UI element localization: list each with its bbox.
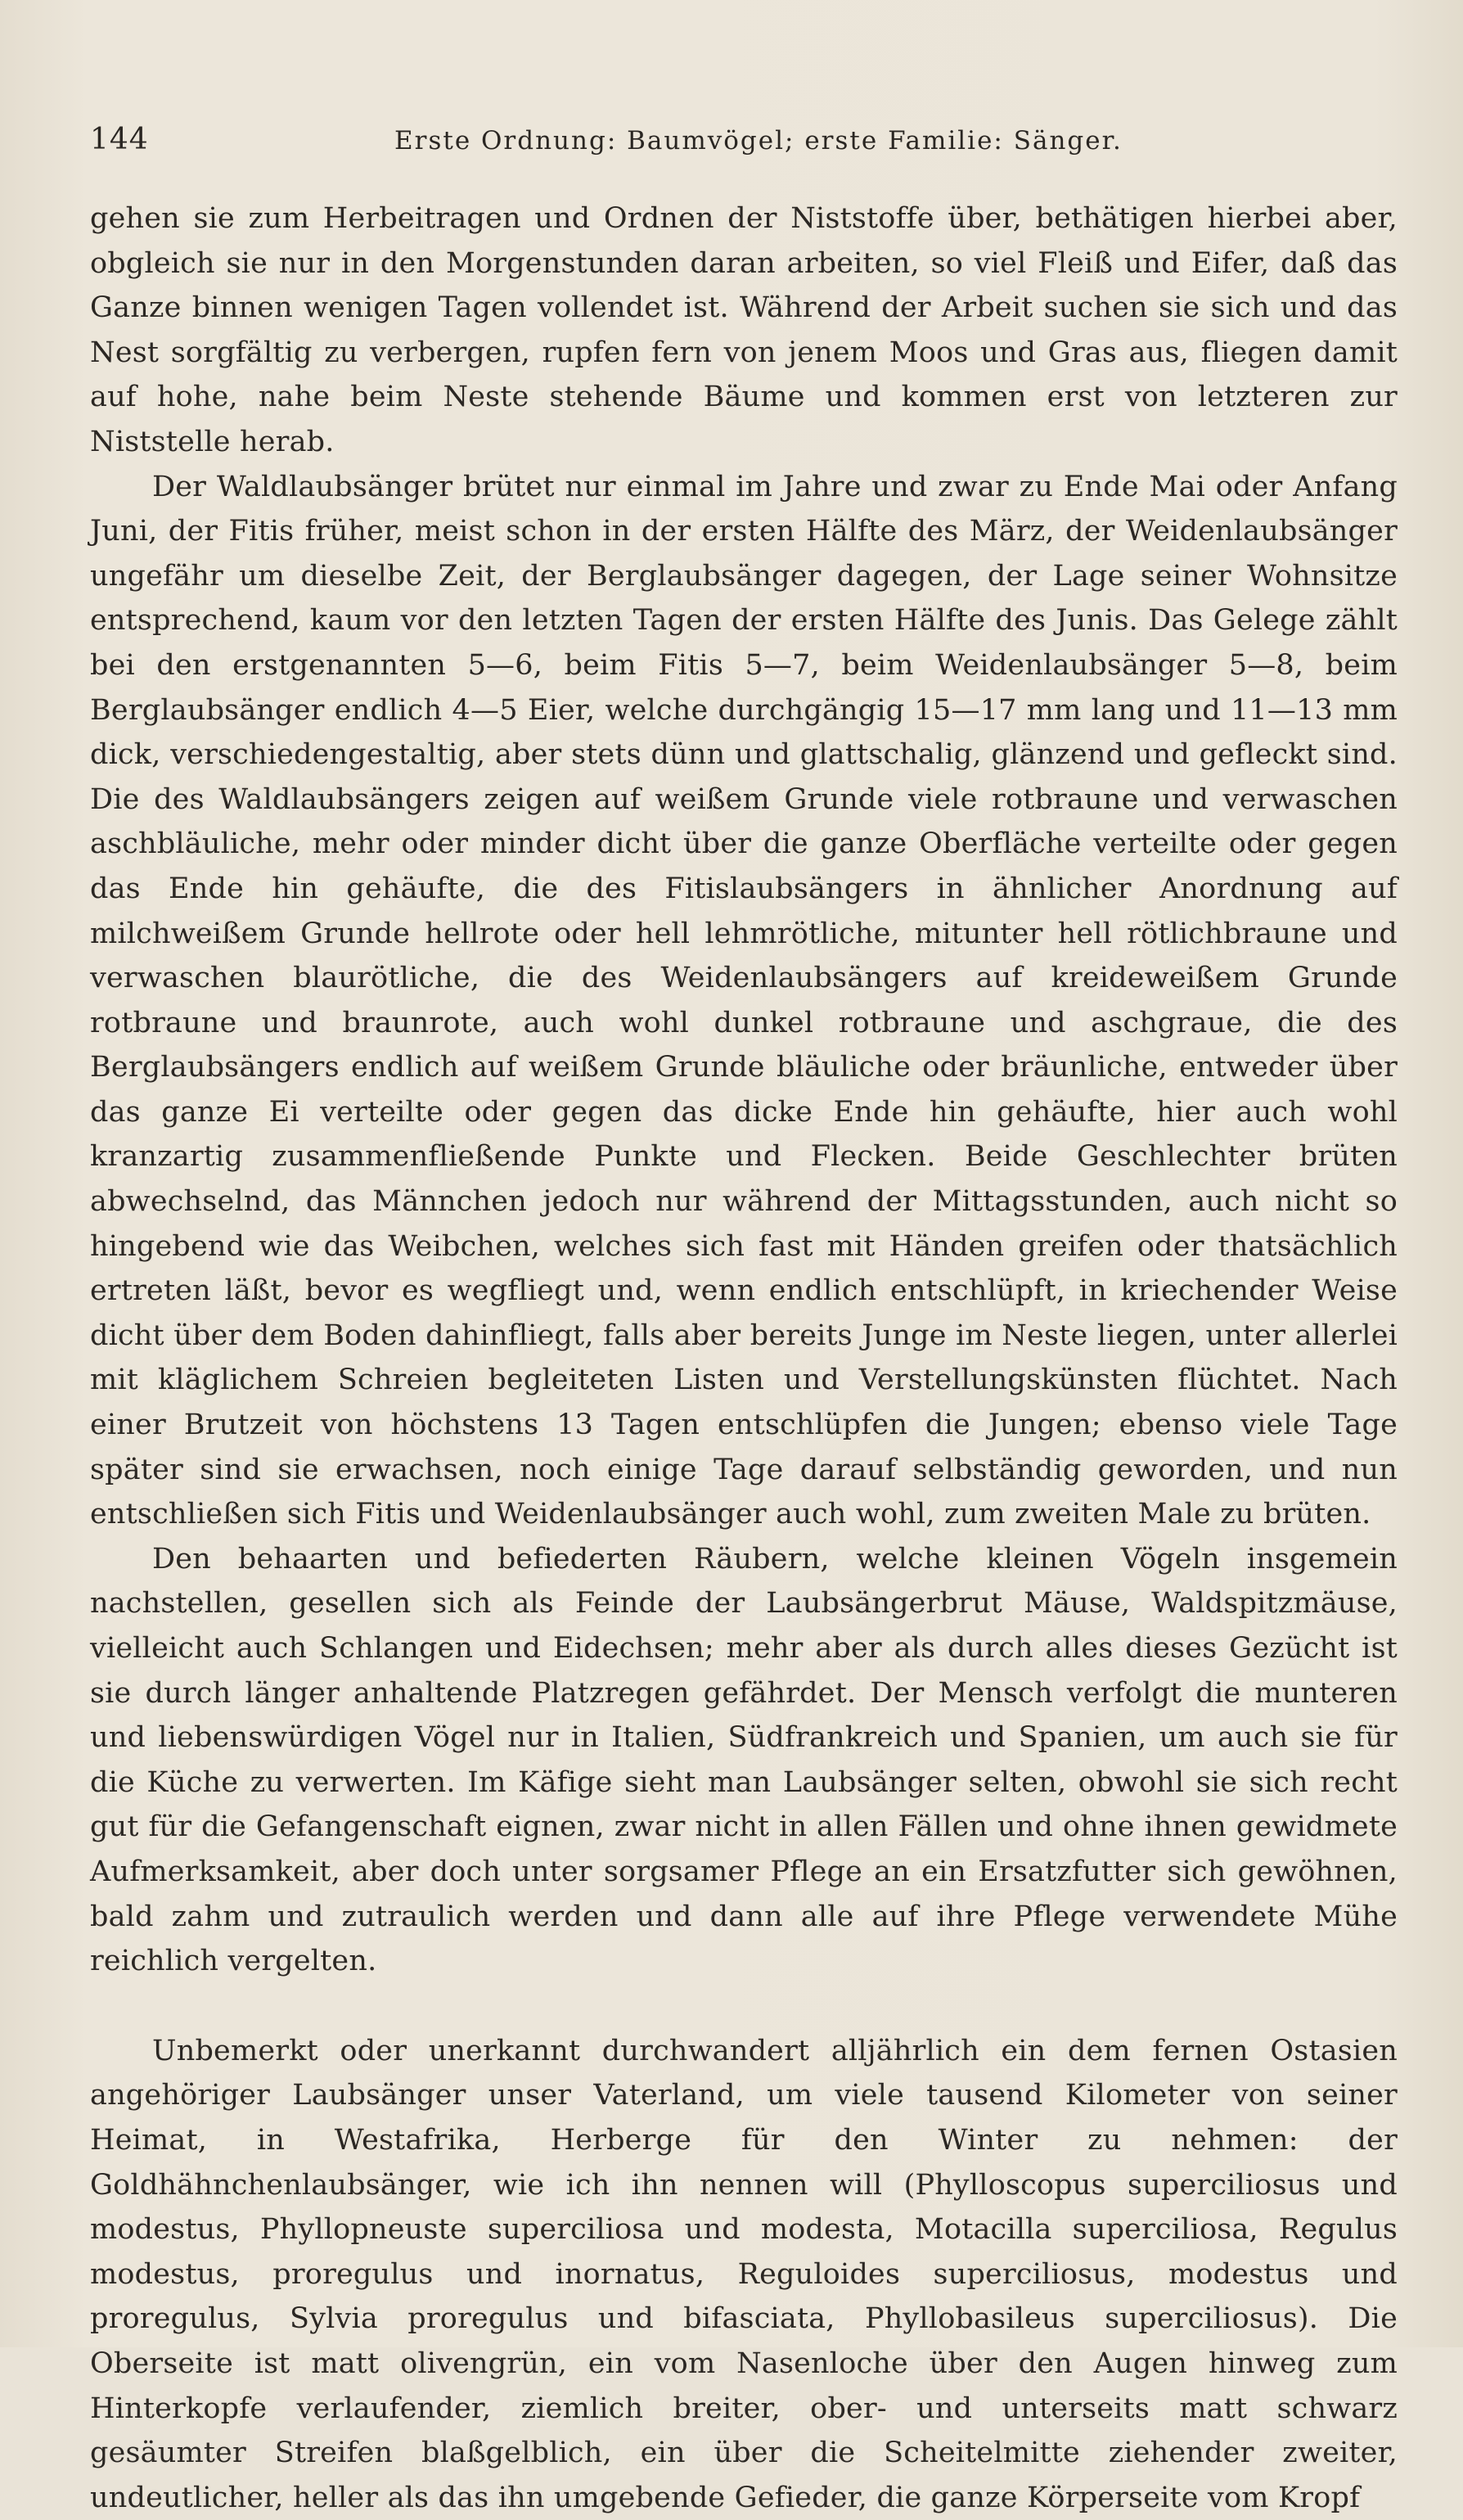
paragraph-enemies: Den behaarten und befiederten Räubern, welche kleinen Vögeln insgemein nachstellen, gesellen sich als Feinde der Laubsängerbrut Mäuse, Waldspitzmäuse, vielleicht auch Schlangen und Eidechsen; mehr aber als durch alles dieses Gezücht ist sie durch länger anhaltende Platzregen gefährdet. Der Mensch verfolgt die munteren und liebenswürdigen Vögel nur in Italien, Südfrankreich und Spanien, um auch sie für die Küche zu verwerten. Im Käfige sieht man Laubsänger selten, obwohl sie sich recht gut für die Gefangenschaft eignen, zwar nicht in allen Fällen und ohne ihnen gewidmete Aufmerksamkeit, aber doch unter sorgsamer Pflege an ein Ersatzfutter sich gewöhnen, bald zahm und zutraulich werden und dann alle auf ihre Pflege verwendete Mühe reichlich vergelten. [90,1542,1398,1978]
body-text [90,196,1398,2520]
paragraph-nest-building: gehen sie zum Herbeitragen und Ordnen der Niststoffe über, bethätigen hierbei aber, obgleich sie nur in den Morgenstunden daran arbeiten, so viel Fleiß und Eifer, daß das Ganze binnen wenigen Tagen vollendet ist. Während der Arbeit suchen sie sich und das Nest sorgfältig zu verbergen, rupfen fern von jenem Moos und Gras aus, fliegen damit auf hohe, nahe beim Neste stehende Bäume und kommen erst von letzteren zur Niststelle herab. [90,202,1398,458]
paragraph-breeding: Der Waldlaubsänger brütet nur einmal im Jahre und zwar zu Ende Mai oder Anfang Juni, der Fitis früher, meist schon in der ersten Hälfte des März, der Weidenlaubsänger ungefähr um dieselbe Zeit, der Berglaubsänger dagegen, der Lage seiner Wohnsitze entsprechend, kaum vor den letzten Tagen der ersten Hälfte des Junis. Das Gelege zählt bei den erstgenannten 5—6, beim Fitis 5—7, beim Weidenlaubsänger 5—8, beim Berglaubsänger endlich 4—5 Eier, welche durchgängig 15—17 mm lang und 11—13 mm dick, verschiedengestaltig, aber stets dünn und glattschalig, glänzend und gefleckt sind. Die des Waldlaubsängers zeigen auf weißem Grunde viele rotbraune und verwaschen aschbläuliche, mehr oder minder dicht über die ganze Oberfläche verteilte oder gegen das Ende hin gehäufte, die des Fitislaubsängers in ähnlicher Anordnung auf milchweißem Grunde hellrote oder hell lehmrötliche, mitunter hell rötlichbraune und verwaschen blaurötliche, die des Weidenlaubsängers auf kreideweißem Grunde rotbraune und braunrote, auch wohl dunkel rotbraune und aschgraue, die des Berglaubsängers endlich auf weißem Grunde bläuliche oder bräunliche, entweder über das ganze Ei verteilte oder gegen das dicke Ende hin gehäufte, hier auch wohl kranzartig zusammenfließende Punkte und Flecken. Beide Geschlechter brüten abwechselnd, das Männchen jedoch nur während der Mittagsstunden, auch nicht so hingebend wie das Weibchen, welches sich fast mit Händen greifen oder thatsächlich ertreten läßt, bevor es wegfliegt und, wenn endlich entschlüpft, in kriechender Weise dicht über dem Boden dahinfliegt, falls aber bereits Junge im Neste liegen, unter allerlei mit kläglichem Schreien begleiteten Listen und Verstellungskünsten flüchtet. Nach einer Brutzeit von höchstens 13 Tagen entschlüpfen die Jungen; ebenso viele Tage später sind sie erwachsen, noch einige Tage darauf selbständig geworden, und nun entschließen sich Fitis und Weidenlaubsänger auch wohl, zum zweiten Male zu brüten. [90,470,1398,1531]
running-head: Erste Ordnung: Baumvögel; erste Familie: Sänger. [394,126,1123,156]
page-number: 144 [90,123,149,156]
page-header [90,123,1399,172]
section-gap [90,1984,1398,2029]
paragraph-goldcrest-warbler: Unbemerkt oder unerkannt durchwandert alljährlich ein dem fernen Ostasien angehöriger Laubsänger unser Vaterland, um viele tausend Kilometer von seiner Heimat, in Westafrika, Herberge für den Winter zu nehmen: der Goldhähnchenlaubsänger, wie ich ihn nennen will (Phylloscopus superciliosus und modestus, Phyllopneuste superciliosa und modesta, Motacilla superciliosa, Regulus modestus, proregulus und inornatus, Reguloides superciliosus, modestus und proregulus, Sylvia proregulus und bifasciata, Phyllobasileus superciliosus). Die Oberseite ist matt olivengrün, ein vom Nasenloche über den Augen hinweg zum Hinterkopfe verlaufender, ziemlich breiter, ober- und unterseits matt schwarz gesäumter Streifen blaßgelblich, ein über die Scheitelmitte ziehender zweiter, undeutlicher, heller als das ihn umgebende Gefieder, die ganze Körperseite vom Kropf [90,2034,1398,2514]
